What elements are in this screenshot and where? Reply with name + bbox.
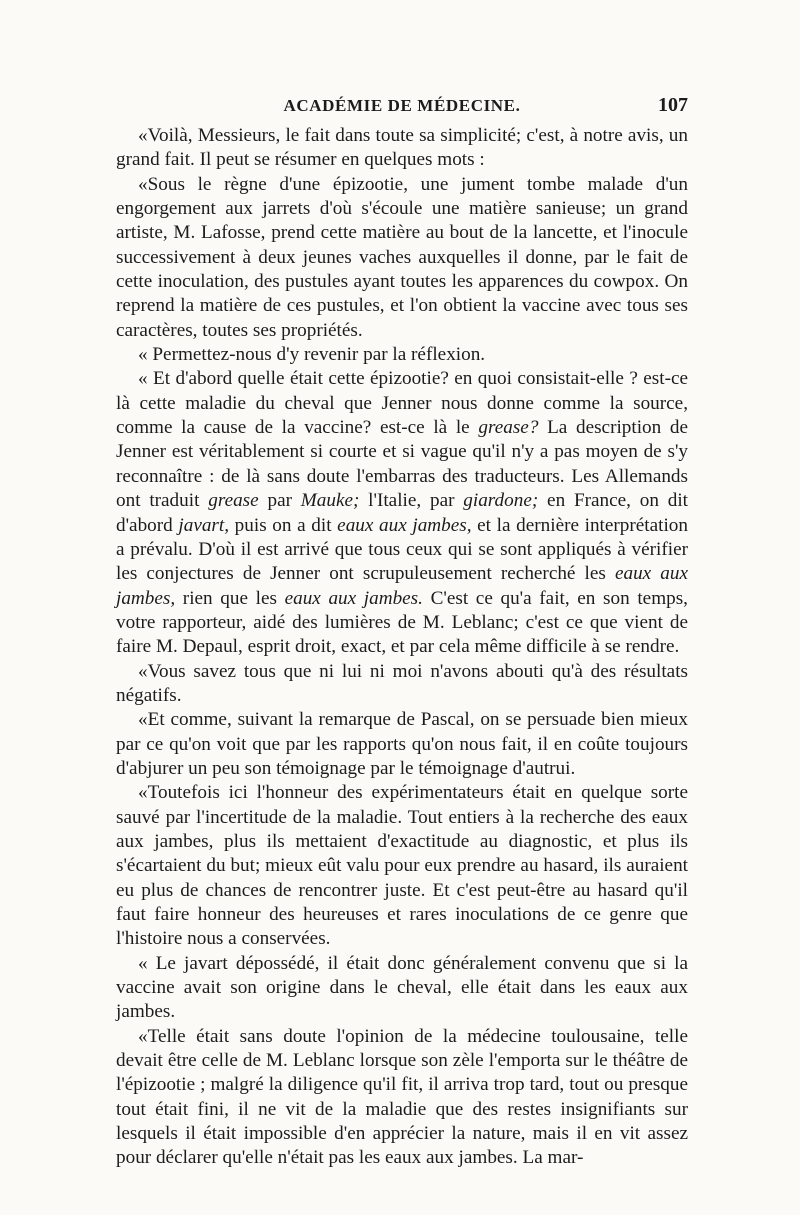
- text-run: rien que les: [175, 587, 285, 609]
- paragraph: [116, 124, 688, 173]
- paragraph: [116, 781, 688, 951]
- italic-term: grease?: [478, 417, 539, 439]
- text-run: «Vous savez tous que ni lui ni moi n'avons abouti qu'à des résultats négatifs.: [116, 660, 688, 706]
- text-run: «Et comme, suivant la remarque de Pascal, on se persuade bien mieux par ce qu'on voit que par les rapports qu'on nous fait, il en coûte toujours d'abjurer un peu son témoignage par le témoignage d'autrui.: [116, 709, 688, 779]
- italic-term: Mauke;: [300, 490, 360, 512]
- paragraph: [116, 173, 688, 343]
- text-run: en France, on dit d'abord: [116, 490, 689, 536]
- text-run: l'Italie, par: [359, 490, 464, 512]
- italic-term: giardone;: [463, 490, 539, 512]
- running-head: [116, 96, 688, 120]
- text-run: C'est ce qu'a fait, en son temps, votre rapporteur, aidé des lumières de M. Leblanc; c'est ce que vient de faire M. Depaul, esprit droit, exact, et par cela même difficile à se rendre.: [116, 587, 688, 658]
- text-run: « Le javart dépossédé, il était donc généralement convenu que si la vaccine avait son origine dans le cheval, elle était dans les eaux aux jambes.: [116, 952, 688, 1023]
- paragraph: [116, 660, 688, 709]
- running-title: ACADÉMIE DE MÉDECINE.: [283, 96, 521, 115]
- text-run: « Et d'abord quelle était cette épizootie? en quoi consistait-elle ? est-ce là cette maladie du cheval que Jenner nous donne comme la source, comme la cause de la vaccine? est-ce là le: [116, 368, 688, 439]
- text-run: «Telle était sans doute l'opinion de la médecine toulousaine, telle devait être celle de M. Leblanc lorsque son zèle l'emporta sur le théâtre de l'épizootie ; malgré la diligence qu'il fit, il arriva trop tard, tout ou presque tout était fini, il ne vit de la maladie que des restes insignifiants sur lesquels il était impossible d'en apprécier la nature, mais il en vit assez pour déclarer qu'elle n'était pas les eaux aux jambes. La mar-: [116, 1025, 688, 1169]
- italic-term: eaux aux jambes,: [116, 563, 688, 609]
- text-run: «Voilà, Messieurs, le fait dans toute sa simplicité; c'est, à notre avis, un grand fait. Il peut se résumer en quelques mots :: [116, 125, 688, 171]
- text-run: puis on a dit: [229, 514, 338, 536]
- text-run: La description de Jenner est véritablement si courte et si vague qu'il n'y a pas moyen de s'y reconnaître : de là sans doute l'embarras des traducteurs. Les Allemands ont traduit: [116, 417, 689, 512]
- paragraph: [116, 708, 688, 781]
- italic-term: eaux aux jambes,: [337, 514, 472, 536]
- text-run: par: [258, 490, 301, 512]
- paragraph: [116, 952, 688, 1025]
- paragraph: [116, 367, 688, 659]
- text-run: « Permettez-nous d'y revenir par la réflexion.: [138, 344, 486, 366]
- page-number: 107: [658, 94, 688, 116]
- text-run: «Sous le règne d'une épizootie, une jument tombe malade d'un engorgement aux jarrets d'où s'écoule une matière sanieuse; un grand artiste, M. Lafosse, prend cette matière au bout de la lancette, et l'inocule successivement à deux jeunes vaches auxquelles il donne, par le fait de cette inoculation, des pustules ayant toutes les apparences du cowpox. On reprend la matière de ces pustules, et l'on obtient la vaccine avec tous ses caractères, toutes ses propriétés.: [116, 173, 688, 341]
- paragraph: [116, 1025, 688, 1171]
- text-run: et la dernière interprétation a prévalu. D'où il est arrivé que tous ceux qui se sont appliqués à vérifier les conjectures de Jenner ont scrupuleusement recherché les: [116, 514, 688, 585]
- text-run: «Toutefois ici l'honneur des expérimentateurs était en quelque sorte sauvé par l'incertitude de la maladie. Tout entiers à la recherche des eaux aux jambes, plus ils mettaient d'exactitude au diagnostic, et plus ils s'écartaient du but; mieux eût valu pour eux prendre au hasard, ils auraient eu plus de chances de rencontrer juste. Et c'est peut-être au hasard qu'il faut faire honneur des heureuses et rares inoculations de ce genre que l'histoire nous a conservées.: [116, 782, 688, 950]
- italic-term: javart,: [178, 514, 230, 536]
- italic-term: eaux aux jambes.: [284, 587, 423, 609]
- italic-term: grease: [208, 490, 259, 512]
- paragraph: [116, 343, 688, 367]
- body-text: [116, 124, 688, 1171]
